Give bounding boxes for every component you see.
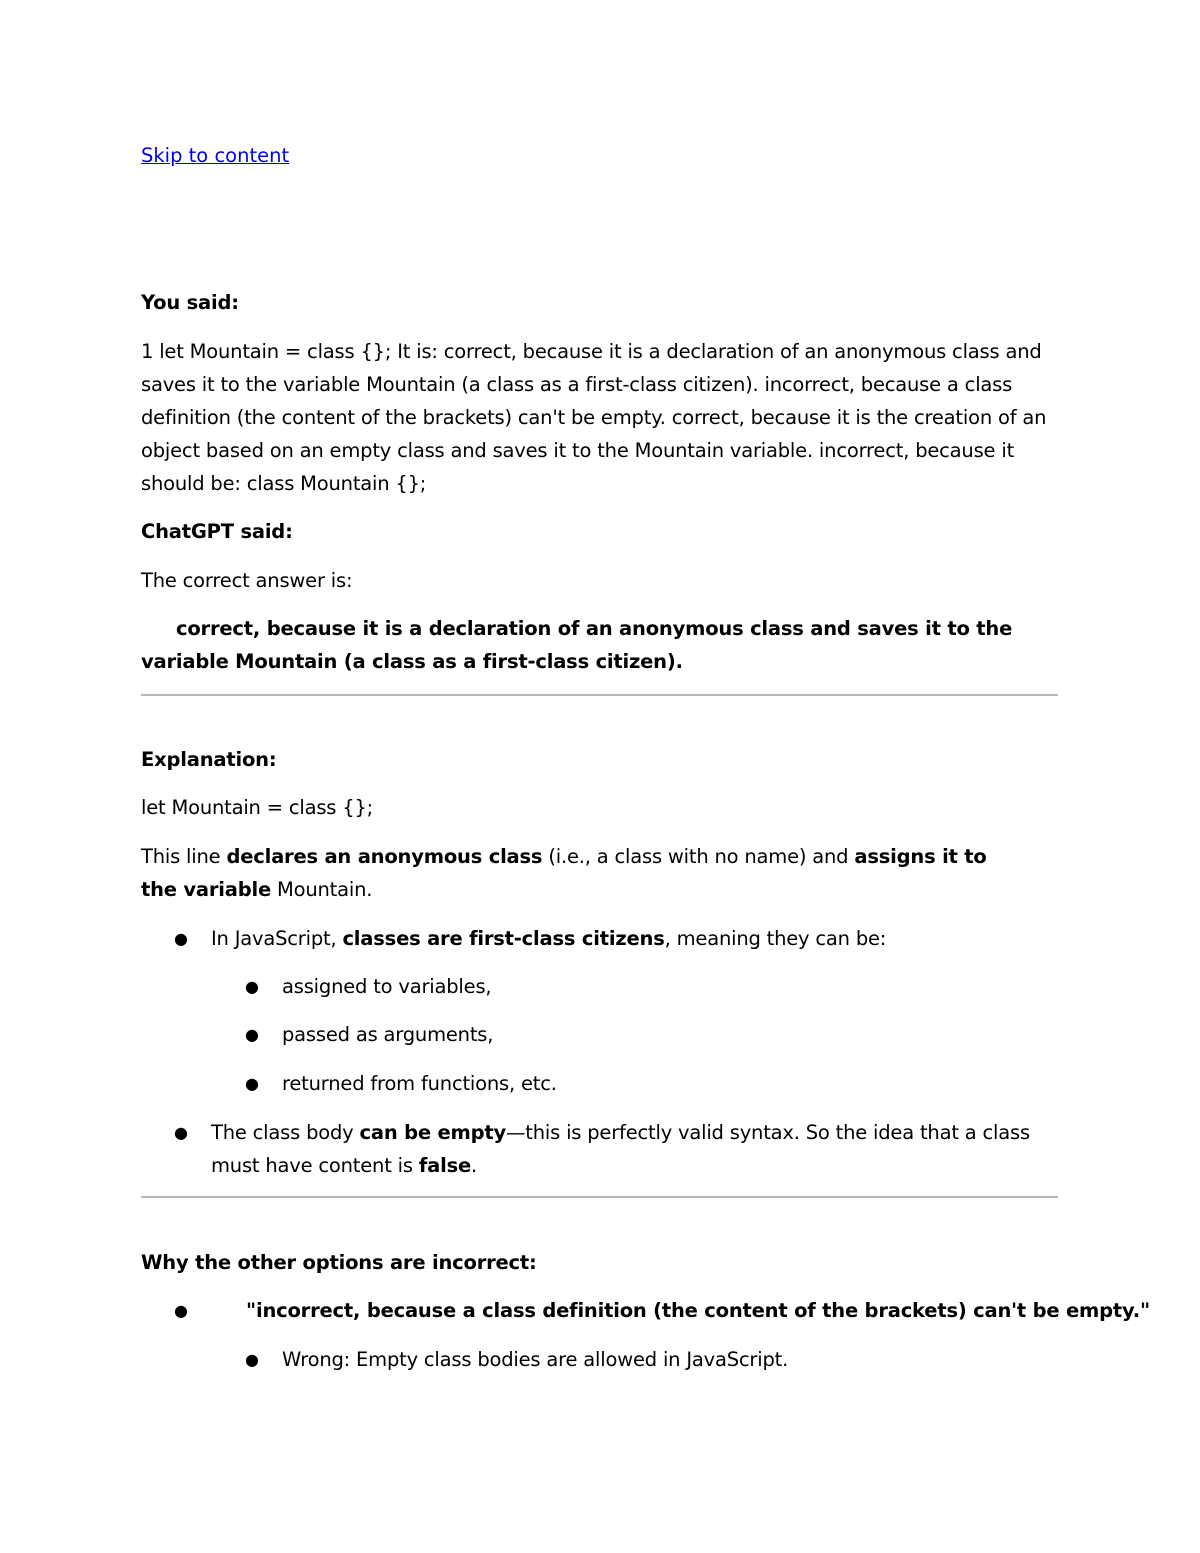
bullet-icon: ●	[174, 1301, 188, 1320]
bullet-icon: ●	[245, 1025, 259, 1044]
list-item: In JavaScript, classes are first-class citizens, meaning they can be:	[211, 927, 887, 950]
answer-intro: The correct answer is:	[141, 569, 353, 592]
sub-list-item: Wrong: Empty class bodies are allowed in JavaScript.	[282, 1348, 789, 1371]
bullet-icon: ●	[245, 977, 259, 996]
explanation-heading: Explanation:	[141, 748, 277, 771]
bullet-icon: ●	[174, 929, 188, 948]
incorrect-option: "incorrect, because a class definition (the content of the brackets) can't be empty."	[246, 1299, 1150, 1322]
divider	[141, 694, 1058, 696]
explanation-paragraph: This line declares an anonymous class (i.e., a class with no name) and assigns it to the variable Mountain.	[141, 845, 987, 901]
sub-list-item: passed as arguments,	[282, 1023, 494, 1046]
you-said-heading: You said:	[141, 291, 239, 314]
bullet-icon: ●	[245, 1074, 259, 1093]
sub-list-item: returned from functions, etc.	[282, 1072, 557, 1095]
divider	[141, 1196, 1058, 1198]
why-other-heading: Why the other options are incorrect:	[141, 1251, 537, 1274]
skip-to-content-link[interactable]: Skip to content	[141, 144, 290, 167]
list-item: The class body can be empty—this is perfectly valid syntax. So the idea that a class must have content is false.	[211, 1121, 1030, 1177]
bullet-icon: ●	[245, 1350, 259, 1369]
bullet-icon: ●	[174, 1123, 188, 1142]
correct-answer: correct, because it is a declaration of an anonymous class and saves it to the variable Mountain (a class as a first-class citizen).	[141, 617, 1013, 673]
user-message: 1 let Mountain = class {}; It is: correct, because it is a declaration of an anonymous class and saves it to the variable Mountain (a class as a first-class citizen). incorrect, because a class definition (the content of the brackets) can't be empty. correct, because it is the creation of an object based on an empty class and saves it to the Mountain variable. incorrect, because it should be: class Mountain {};	[141, 340, 1047, 495]
chatgpt-said-heading: ChatGPT said:	[141, 520, 293, 543]
sub-list-item: assigned to variables,	[282, 975, 492, 998]
code-line: let Mountain = class {};	[141, 796, 374, 819]
